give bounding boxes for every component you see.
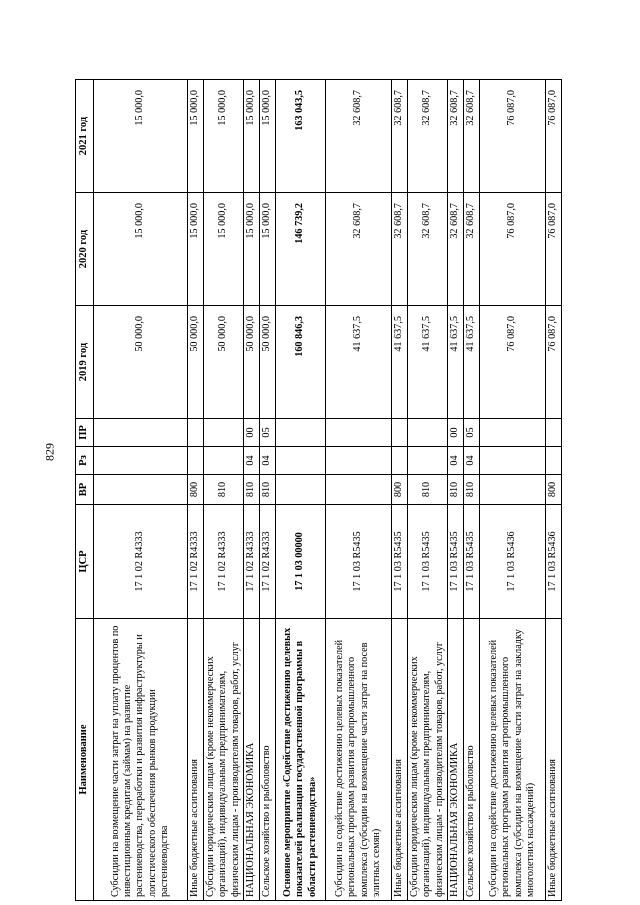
- cell-2021: 15 000,0: [188, 80, 204, 193]
- cell-vr: [276, 475, 326, 505]
- cell-2020: 76 087,0: [480, 193, 546, 306]
- table-row: [276, 80, 326, 901]
- cell-2019: 41 637,5: [408, 306, 448, 419]
- cell-vr: 800: [546, 475, 562, 505]
- cell-2020: 76 087,0: [546, 193, 562, 306]
- cell-rz: [204, 447, 244, 475]
- cell-2020: 32 608,7: [448, 193, 464, 306]
- cell-pr: 05: [464, 419, 480, 447]
- cell-2021: 32 608,7: [392, 80, 408, 193]
- cell-pr: [326, 419, 392, 447]
- cell-rz: [480, 447, 546, 475]
- table-row: [204, 80, 244, 901]
- table-row: [408, 80, 448, 901]
- cell-name: Сельское хозяйство и рыболовство: [260, 619, 276, 901]
- cell-2020: 146 739,2: [276, 193, 326, 306]
- cell-2021: 15 000,0: [94, 80, 188, 193]
- cell-csr: 17 1 03 R5435: [326, 505, 392, 619]
- header-vr: ВР: [76, 475, 94, 505]
- cell-2019: 41 637,5: [448, 306, 464, 419]
- cell-csr: 17 1 02 R4333: [204, 505, 244, 619]
- cell-rz: [94, 447, 188, 475]
- cell-rz: [188, 447, 204, 475]
- budget-table-container: [75, 80, 559, 901]
- cell-csr: 17 1 03 R5436: [546, 505, 562, 619]
- header-csr: ЦСР: [76, 505, 94, 619]
- cell-2020: 15 000,0: [94, 193, 188, 306]
- cell-pr: [480, 419, 546, 447]
- table-row: [464, 80, 480, 901]
- cell-csr: 17 1 03 R5435: [448, 505, 464, 619]
- header-2019: 2019 год: [76, 306, 94, 419]
- table-row: [94, 80, 188, 901]
- cell-vr: 810: [408, 475, 448, 505]
- cell-name: Иные бюджетные ассигнования: [546, 619, 562, 901]
- cell-rz: [326, 447, 392, 475]
- cell-vr: 810: [244, 475, 260, 505]
- cell-vr: [480, 475, 546, 505]
- cell-pr: [94, 419, 188, 447]
- cell-rz: [392, 447, 408, 475]
- cell-pr: 00: [244, 419, 260, 447]
- header-2020: 2020 год: [76, 193, 94, 306]
- header-2021: 2021 год: [76, 80, 94, 193]
- cell-name: Основное мероприятие «Содействие достижению целевых показателей реализации государственной программы в области растениеводства»: [276, 619, 326, 901]
- cell-2021: 163 043,5: [276, 80, 326, 193]
- cell-2019: 50 000,0: [260, 306, 276, 419]
- cell-rz: [276, 447, 326, 475]
- cell-name: Иные бюджетные ассигнования: [188, 619, 204, 901]
- cell-2020: 15 000,0: [188, 193, 204, 306]
- cell-csr: 17 1 02 R4333: [260, 505, 276, 619]
- cell-rz: 04: [260, 447, 276, 475]
- cell-2021: 76 087,0: [546, 80, 562, 193]
- cell-pr: [204, 419, 244, 447]
- cell-name: Субсидии на возмещение части затрат на уплату процентов по инвестиционным кредитам (займам) на развитие растениеводства, переработки и развития инфраструктуры и логистического обеспечения рынков продукции растениеводства: [94, 619, 188, 901]
- cell-vr: 810: [448, 475, 464, 505]
- table-row: [260, 80, 276, 901]
- budget-table: [75, 79, 562, 901]
- cell-rz: [408, 447, 448, 475]
- cell-2020: 15 000,0: [260, 193, 276, 306]
- cell-2019: 50 000,0: [244, 306, 260, 419]
- cell-2019: 76 087,0: [480, 306, 546, 419]
- cell-vr: [94, 475, 188, 505]
- cell-vr: 810: [260, 475, 276, 505]
- cell-csr: 17 1 03 00000: [276, 505, 326, 619]
- cell-rz: [546, 447, 562, 475]
- cell-2019: 160 846,3: [276, 306, 326, 419]
- cell-pr: [188, 419, 204, 447]
- cell-name: Субсидии на содействие достижению целевых показателей региональных программ развития агропромышленного комплекса (субсидии на возмещение части затрат на посев элитных семян): [326, 619, 392, 901]
- budget-table-rotated: [75, 80, 559, 901]
- cell-csr: 17 1 03 R5435: [392, 505, 408, 619]
- cell-csr: 17 1 02 R4333: [188, 505, 204, 619]
- cell-name: Иные бюджетные ассигнования: [392, 619, 408, 901]
- cell-name: Субсидии на содействие достижению целевых показателей региональных программ развития агропромышленного комплекса (субсидии на возмещение части затрат на закладку многолетних насаждений): [480, 619, 546, 901]
- cell-vr: 800: [392, 475, 408, 505]
- cell-vr: 810: [464, 475, 480, 505]
- cell-2020: 32 608,7: [408, 193, 448, 306]
- table-row: [188, 80, 204, 901]
- cell-2020: 32 608,7: [464, 193, 480, 306]
- cell-rz: 04: [448, 447, 464, 475]
- cell-pr: [392, 419, 408, 447]
- cell-2021: 32 608,7: [464, 80, 480, 193]
- table-row: [392, 80, 408, 901]
- cell-2021: 15 000,0: [204, 80, 244, 193]
- page-number: 829: [42, 443, 57, 461]
- cell-2020: 32 608,7: [326, 193, 392, 306]
- cell-2019: 41 637,5: [326, 306, 392, 419]
- cell-2019: 50 000,0: [188, 306, 204, 419]
- header-rz: Рз: [76, 447, 94, 475]
- cell-2020: 15 000,0: [204, 193, 244, 306]
- table-row: [546, 80, 562, 901]
- cell-2021: 32 608,7: [448, 80, 464, 193]
- cell-2019: 41 637,5: [464, 306, 480, 419]
- cell-name: Субсидии юридическим лицам (кроме некоммерческих организаций), индивидуальным предпринимателям, физическим лицам - производителям товаров, работ, услуг: [204, 619, 244, 901]
- table-row: [480, 80, 546, 901]
- cell-vr: 800: [188, 475, 204, 505]
- cell-vr: [326, 475, 392, 505]
- cell-2020: 32 608,7: [392, 193, 408, 306]
- table-header-row: [76, 80, 94, 901]
- cell-2021: 15 000,0: [244, 80, 260, 193]
- table-row: [244, 80, 260, 901]
- cell-csr: 17 1 02 R4333: [244, 505, 260, 619]
- cell-rz: 04: [464, 447, 480, 475]
- cell-name: Сельское хозяйство и рыболовство: [464, 619, 480, 901]
- cell-name: НАЦИОНАЛЬНАЯ ЭКОНОМИКА: [448, 619, 464, 901]
- cell-pr: 00: [448, 419, 464, 447]
- table-body: [94, 80, 562, 901]
- cell-pr: [276, 419, 326, 447]
- cell-2021: 32 608,7: [408, 80, 448, 193]
- cell-csr: 17 1 02 R4333: [94, 505, 188, 619]
- cell-vr: 810: [204, 475, 244, 505]
- cell-name: НАЦИОНАЛЬНАЯ ЭКОНОМИКА: [244, 619, 260, 901]
- cell-2020: 15 000,0: [244, 193, 260, 306]
- cell-2019: 41 637,5: [392, 306, 408, 419]
- cell-2021: 32 608,7: [326, 80, 392, 193]
- cell-2019: 50 000,0: [94, 306, 188, 419]
- header-name: Наименование: [76, 619, 94, 901]
- cell-csr: 17 1 03 R5435: [408, 505, 448, 619]
- cell-2019: 76 087,0: [546, 306, 562, 419]
- header-pr: ПР: [76, 419, 94, 447]
- cell-pr: 05: [260, 419, 276, 447]
- cell-csr: 17 1 03 R5436: [480, 505, 546, 619]
- cell-pr: [408, 419, 448, 447]
- cell-name: Субсидии юридическим лицам (кроме некоммерческих организаций), индивидуальным предпринимателям, физическим лицам - производителям товаров, работ, услуг: [408, 619, 448, 901]
- cell-2021: 76 087,0: [480, 80, 546, 193]
- table-row: [448, 80, 464, 901]
- cell-2021: 15 000,0: [260, 80, 276, 193]
- cell-pr: [546, 419, 562, 447]
- cell-rz: 04: [244, 447, 260, 475]
- table-row: [326, 80, 392, 901]
- cell-2019: 50 000,0: [204, 306, 244, 419]
- cell-csr: 17 1 03 R5435: [464, 505, 480, 619]
